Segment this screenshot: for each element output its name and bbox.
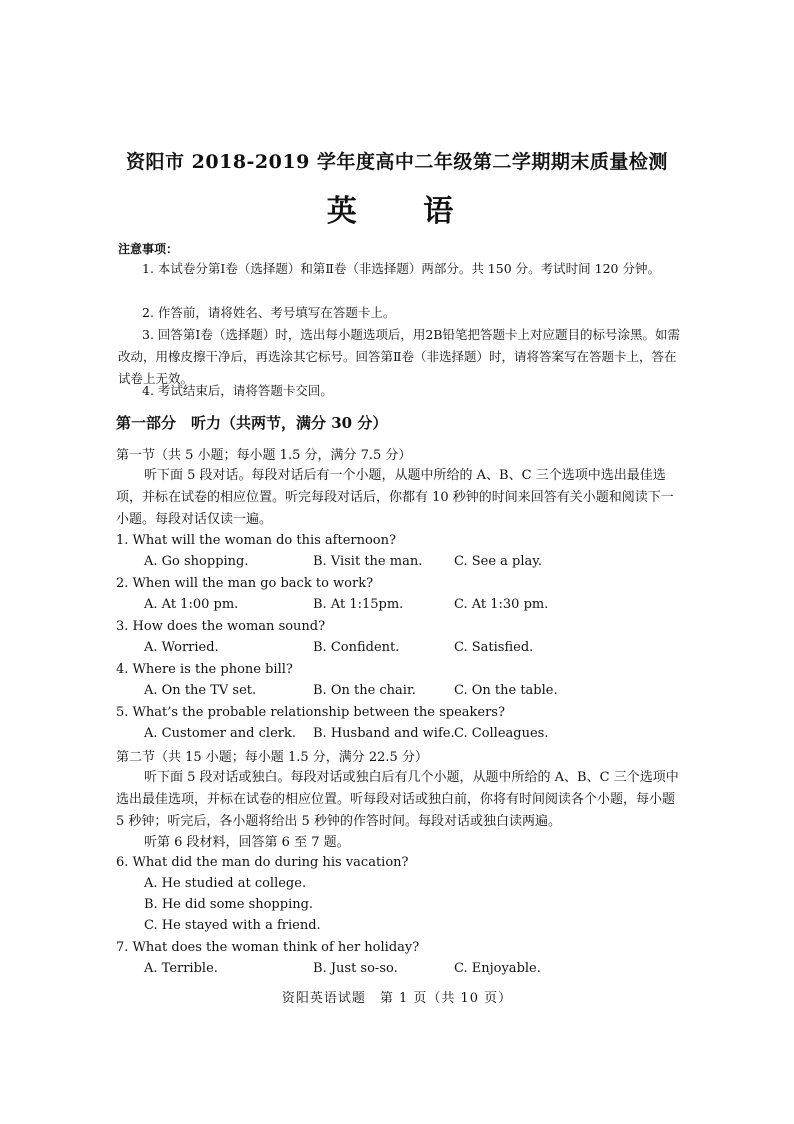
option-c: C. Colleagues. xyxy=(454,726,549,741)
option-b: B. Confident. xyxy=(313,640,400,655)
question-6-option-c: C. He stayed with a friend. xyxy=(144,918,321,933)
question-2-options xyxy=(144,597,684,615)
question-5-options xyxy=(144,726,684,744)
option-c: C. At 1:30 pm. xyxy=(454,597,549,612)
subject-title: 英 语 xyxy=(326,194,482,229)
option-c: C. On the table. xyxy=(454,683,558,698)
note-item-2: 2. 作答前，请将姓名、考号填写在答题卡上。 xyxy=(142,305,396,320)
section-2-material-note: 听第 6 段材料，回答第 6 至 7 题。 xyxy=(144,835,350,850)
question-3-options xyxy=(144,640,684,658)
section-2-instructions: 听下面 5 段对话或独白。每段对话或独白后有几个小题，从题中所给的 A、B、C 三个选项中选出最佳选项，并标在试卷的相应位置。听每段对话或独白前，你将有时间阅读各个小题，每小题 5 秒钟；听完后，各小题将给出 5 秒钟的作答时间。每段对话或独白读两遍。 xyxy=(116,770,679,829)
question-7-options xyxy=(144,961,684,979)
note-item-1: 1. 本试卷分第Ⅰ卷（选择题）和第Ⅱ卷（非选择题）两部分。共 150 分。考试时间 120 分钟。 xyxy=(142,261,660,276)
option-c: C. Enjoyable. xyxy=(454,961,541,976)
option-b: B. Visit the man. xyxy=(313,554,423,569)
option-a: A. Customer and clerk. xyxy=(144,726,296,741)
option-a: A. Worried. xyxy=(144,640,219,655)
note-item-3: 3. 回答第Ⅰ卷（选择题）时，选出每小题选项后，用2B铅笔把答题卡上对应题目的标号涂黑。如需改动，用橡皮擦干净后，再选涂其它标号。回答第Ⅱ卷（非选择题）时，请将答案写在答题卡上，答在试卷上无效。 xyxy=(118,327,680,386)
question-4: 4. Where is the phone bill? xyxy=(116,662,293,677)
note-item-4: 4. 考试结束后，请将答题卡交回。 xyxy=(142,383,333,398)
notes-heading: 注意事项： xyxy=(118,242,179,256)
option-a: A. Go shopping. xyxy=(144,554,249,569)
option-c: C. See a play. xyxy=(454,554,543,569)
question-1: 1. What will the woman do this afternoon? xyxy=(116,533,396,548)
option-b: B. Just so-so. xyxy=(313,961,398,976)
question-5: 5. What’s the probable relationship between the speakers? xyxy=(116,705,505,720)
section-1-heading: 第一节（共 5 小题；每小题 1.5 分，满分 7.5 分） xyxy=(116,448,412,463)
section-1-instructions: 听下面 5 段对话。每段对话后有一个小题，从题中所给的 A、B、C 三个选项中选出最佳选项，并标在试卷的相应位置。听完每段对话后，你都有 10 秒钟的时间来回答有关小题和阅读下一小题。每段对话仅读一遍。 xyxy=(116,468,674,527)
question-7: 7. What does the woman think of her holiday? xyxy=(116,940,420,955)
option-a: A. Terrible. xyxy=(144,961,218,976)
option-b: B. On the chair. xyxy=(313,683,416,698)
question-4-options xyxy=(144,683,684,701)
option-c: C. Satisfied. xyxy=(454,640,534,655)
section-2-heading: 第二节（共 15 小题；每小题 1.5 分，满分 22.5 分） xyxy=(116,750,428,765)
exam-title: 资阳市 2018-2019 学年度高中二年级第二学期期末质量检测 xyxy=(126,151,668,173)
part-1-heading: 第一部分 听力（共两节，满分 30 分） xyxy=(116,414,388,432)
question-3: 3. How does the woman sound? xyxy=(116,619,326,634)
question-6: 6. What did the man do during his vacation? xyxy=(116,855,409,870)
page-footer: 资阳英语试题 第 1 页（共 10 页） xyxy=(281,991,513,1006)
question-6-option-a: A. He studied at college. xyxy=(144,876,307,891)
option-a: A. On the TV set. xyxy=(144,683,257,698)
option-b: B. Husband and wife. xyxy=(313,726,455,741)
question-2: 2. When will the man go back to work? xyxy=(116,576,374,591)
option-a: A. At 1:00 pm. xyxy=(144,597,239,612)
question-1-options xyxy=(144,554,684,572)
question-6-option-b: B. He did some shopping. xyxy=(144,897,314,912)
option-b: B. At 1:15pm. xyxy=(313,597,404,612)
